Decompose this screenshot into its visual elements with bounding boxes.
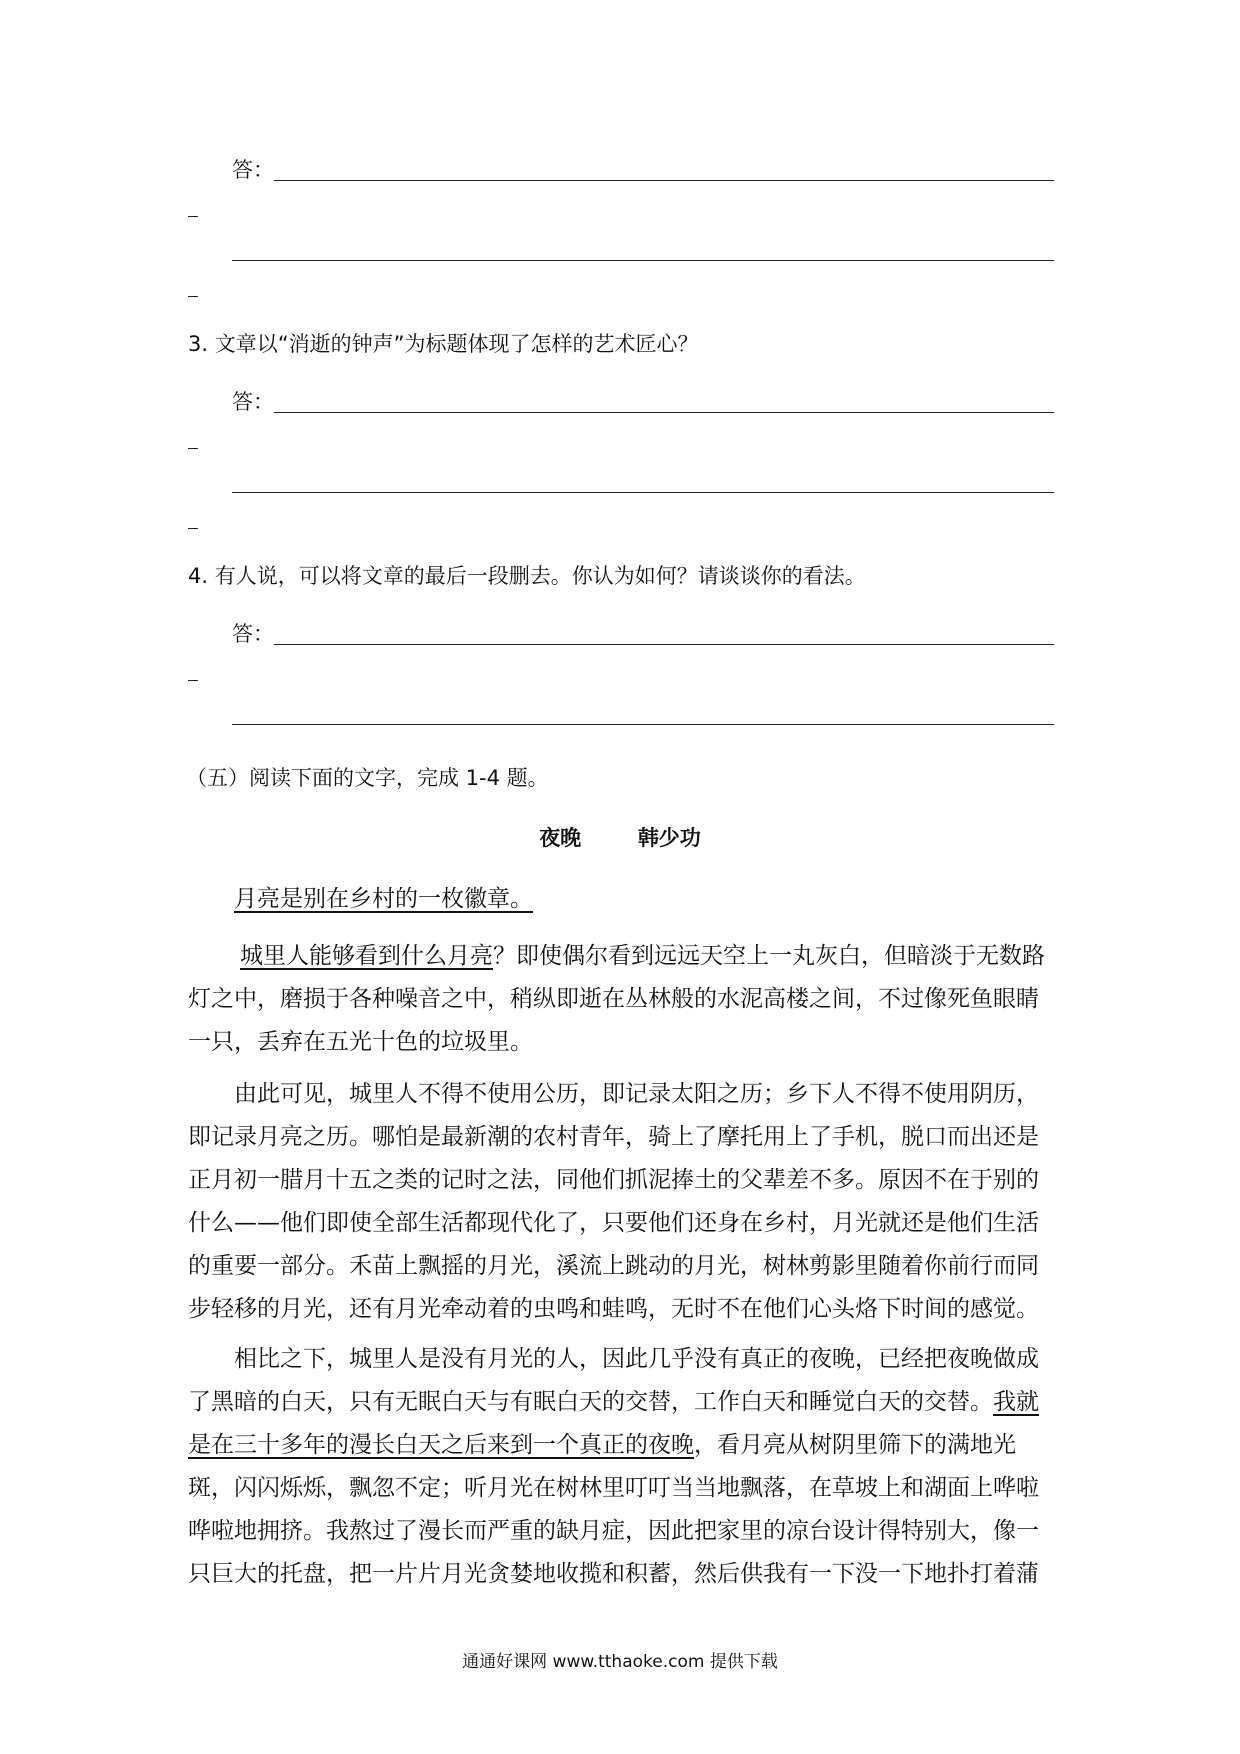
answer-underline xyxy=(232,492,1054,493)
q2-answer-line-1[interactable] xyxy=(232,156,1054,184)
line-continuation-mark xyxy=(188,216,198,217)
answer-underline xyxy=(274,412,1054,413)
line-continuation-mark xyxy=(188,528,198,529)
question-3: 3. 文章以“消逝的钟声”为标题体现了怎样的艺术匠心？ xyxy=(188,332,699,356)
paragraph-text: ？即使偶尔看到远远天空上一丸灰白，但暗淡于无数路灯之中，磨损于各种噪音之中，稍纵即逝在丛林般的水泥高楼之间，不过像死鱼眼睛一只，丢弃在五光十色的垃圾里。 xyxy=(188,943,1045,1055)
article-title-row xyxy=(0,824,1240,852)
article-title: 夜晚 xyxy=(539,826,582,850)
line-continuation-mark xyxy=(188,680,198,681)
page-footer: 通通好课网 www.tthaoke.com 提供下载 xyxy=(462,1652,778,1672)
paragraph-text: 相比之下，城里人是没有月光的人，因此几乎没有真正的夜晚，已经把夜晚做成了黑暗的白天，只有无眠白天与有眠白天的交替，工作白天和睡觉白天的交替。 xyxy=(188,1346,1039,1415)
q3-answer-line-2[interactable] xyxy=(232,468,1054,496)
underlined-sentence: 月亮是别在乡村的一枚徽章。 xyxy=(234,886,533,912)
underlined-sentence: 我就是在三十多年的漫长白天之后来到一个真正的夜晚 xyxy=(188,1389,1039,1458)
q3-answer-label: 答： xyxy=(232,390,274,414)
article-paragraph-3 xyxy=(188,1073,1054,1331)
q4-answer-label: 答： xyxy=(232,622,274,646)
paragraph-text: ，看月亮从树阴里筛下的满地光斑，闪闪烁烁，飘忽不定；听月光在树林里叮叮当当地飘落，在草坡上和湖面上哗啦哗啦地拥挤。我熬过了漫长而严重的缺月症，因此把家里的凉台设计得特别大，像一只巨大的托盘，把一片片月光贪婪地收揽和积蓄，然后供我有一下没一下地扑打着蒲 xyxy=(188,1432,1039,1587)
line-continuation-mark xyxy=(188,296,198,297)
paragraph-text: 由此可见，城里人不得不使用公历，即记录太阳之历；乡下人不得不使用阴历，即记录月亮之历。哪怕是最新潮的农村青年，骑上了摩托用上了手机，脱口而出还是正月初一腊月十五之类的记时之法，同他们抓泥捧土的父辈差不多。原因不在于别的什么——他们即使全部生活都现代化了，只要他们还身在乡村，月光就还是他们生活的重要一部分。禾苗上飘摇的月光，溪流上跳动的月光，树林剪影里随着你前行而同步轻移的月光，还有月光牵动着的虫鸣和蛙鸣，无时不在他们心头烙下时间的感觉。 xyxy=(188,1081,1039,1322)
underlined-sentence: 城里人能够看到什么月亮 xyxy=(240,943,493,969)
answer-underline xyxy=(232,260,1054,261)
q4-answer-line-2[interactable] xyxy=(232,700,1054,728)
answer-underline xyxy=(232,724,1054,725)
question-4: 4. 有人说，可以将文章的最后一段删去。你认为如何？请谈谈你的看法。 xyxy=(188,564,866,588)
article-paragraph-4 xyxy=(188,1338,1054,1596)
q3-answer-line-1[interactable] xyxy=(232,388,1054,416)
answer-underline xyxy=(274,644,1054,645)
article-paragraph-2 xyxy=(188,935,1054,1064)
line-continuation-mark xyxy=(188,448,198,449)
section-5-heading: （五）阅读下面的文字，完成 1-4 题。 xyxy=(186,766,549,790)
answer-underline xyxy=(274,180,1054,181)
q2-answer-line-2[interactable] xyxy=(232,236,1054,264)
article-paragraph-1 xyxy=(188,878,1054,921)
q2-answer-label: 答： xyxy=(232,158,274,182)
article-author: 韩少功 xyxy=(637,826,701,850)
q4-answer-line-1[interactable] xyxy=(232,620,1054,648)
